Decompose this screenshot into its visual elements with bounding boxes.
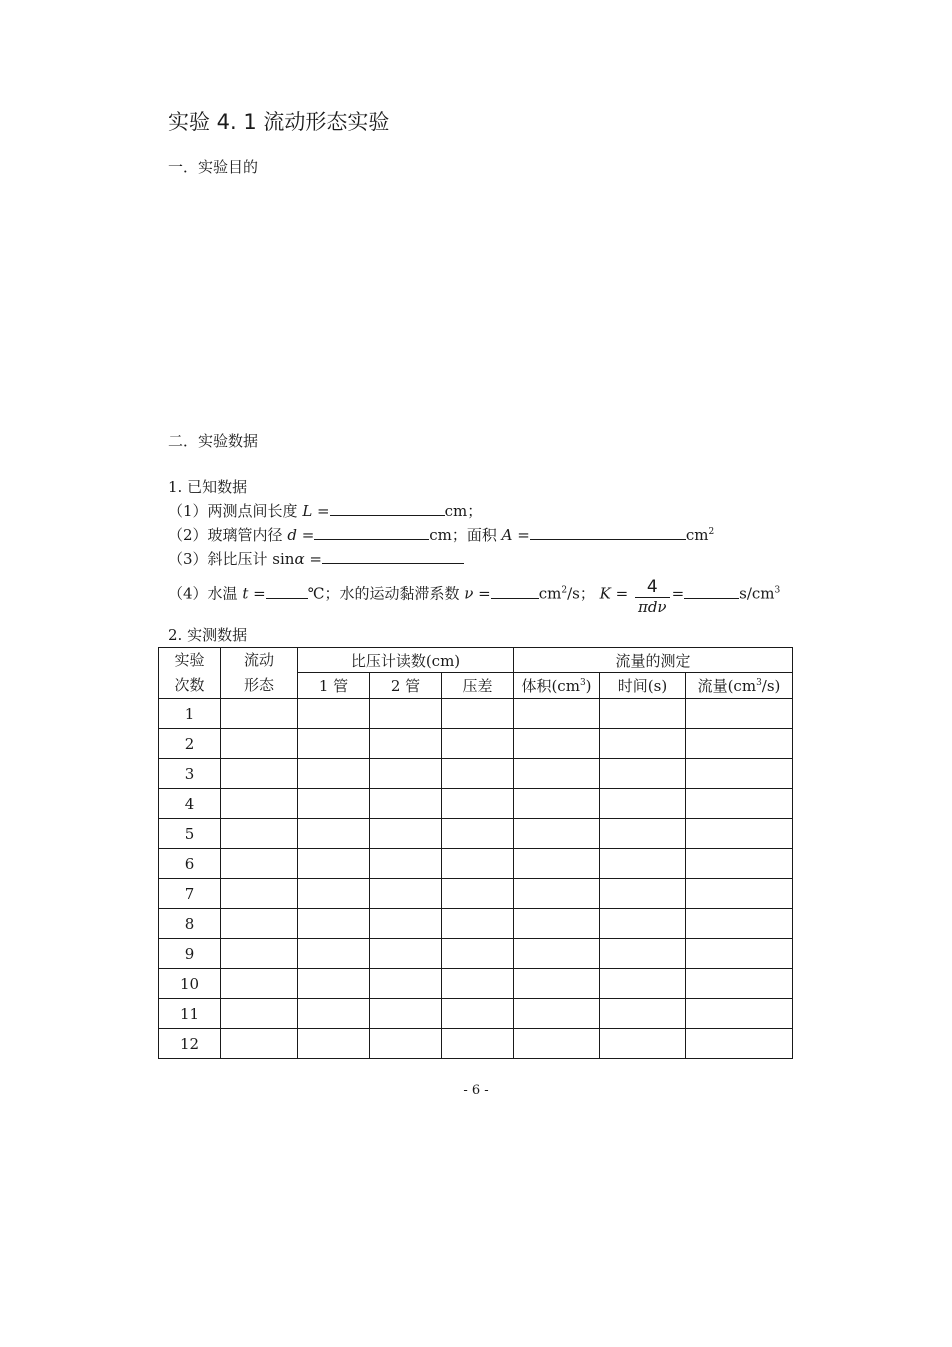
data-cell[interactable] bbox=[514, 939, 600, 969]
data-cell[interactable] bbox=[221, 879, 298, 909]
header-run-number: 实验 次数 bbox=[159, 648, 221, 699]
data-cell[interactable] bbox=[221, 939, 298, 969]
data-cell[interactable] bbox=[686, 879, 793, 909]
data-cell[interactable] bbox=[600, 759, 686, 789]
row-number: 5 bbox=[159, 819, 221, 849]
header-gauge-readings: 比压计读数(cm) bbox=[298, 648, 514, 673]
data-cell[interactable] bbox=[221, 729, 298, 759]
data-cell[interactable] bbox=[298, 729, 370, 759]
data-cell[interactable] bbox=[442, 789, 514, 819]
data-cell[interactable] bbox=[686, 729, 793, 759]
data-cell[interactable] bbox=[298, 969, 370, 999]
data-cell[interactable] bbox=[370, 909, 442, 939]
table-row bbox=[159, 789, 793, 819]
data-cell[interactable] bbox=[221, 999, 298, 1029]
known-line-diameter: （2）玻璃管内径 d = cm；面积 $A = cm^2$ bbox=[168, 526, 715, 544]
table-row bbox=[159, 969, 793, 999]
data-cell[interactable] bbox=[221, 849, 298, 879]
row-number: 4 bbox=[159, 789, 221, 819]
data-cell[interactable] bbox=[442, 759, 514, 789]
header-pressure-diff: 压差 bbox=[442, 673, 514, 699]
row-number: 10 bbox=[159, 969, 221, 999]
data-cell[interactable] bbox=[298, 789, 370, 819]
data-cell[interactable] bbox=[600, 699, 686, 729]
table-row bbox=[159, 1029, 793, 1059]
data-cell[interactable] bbox=[442, 699, 514, 729]
page-number: - 6 - bbox=[463, 1083, 489, 1098]
data-cell[interactable] bbox=[686, 999, 793, 1029]
data-cell[interactable] bbox=[442, 939, 514, 969]
table-row bbox=[159, 819, 793, 849]
data-cell[interactable] bbox=[370, 999, 442, 1029]
data-cell[interactable] bbox=[221, 969, 298, 999]
area-blank[interactable] bbox=[530, 525, 686, 540]
data-cell[interactable] bbox=[221, 759, 298, 789]
data-cell[interactable] bbox=[600, 879, 686, 909]
measurement-table bbox=[158, 647, 793, 1059]
table-row bbox=[159, 999, 793, 1029]
diameter-blank[interactable] bbox=[314, 525, 429, 540]
data-cell[interactable] bbox=[514, 1029, 600, 1059]
data-cell[interactable] bbox=[600, 819, 686, 849]
known-line-water: （4）水温 t = ℃；水的运动黏滞系数 $\nu = cm^2/s$； K = $\frac{4}{\text{πdν}}$ = $s/cm^3$ bbox=[168, 577, 781, 616]
data-cell[interactable] bbox=[442, 849, 514, 879]
row-number: 7 bbox=[159, 879, 221, 909]
data-cell[interactable] bbox=[600, 999, 686, 1029]
data-cell[interactable] bbox=[442, 909, 514, 939]
page-title: 实验 4. 1 流动形态实验 bbox=[168, 110, 390, 134]
data-cell[interactable] bbox=[686, 909, 793, 939]
known-line-length: （1）两测点间长度 L = cm； bbox=[168, 502, 483, 520]
row-number: 9 bbox=[159, 939, 221, 969]
known-data-heading: 1. 已知数据 bbox=[168, 478, 248, 496]
data-cell[interactable] bbox=[298, 849, 370, 879]
known-line-sin: （3）斜比压计 sinα = bbox=[168, 548, 464, 569]
header-volume: 体积$(cm^3)$ bbox=[514, 673, 600, 699]
data-cell[interactable] bbox=[370, 879, 442, 909]
data-cell[interactable] bbox=[370, 699, 442, 729]
data-cell[interactable] bbox=[514, 729, 600, 759]
data-cell[interactable] bbox=[442, 969, 514, 999]
data-cell[interactable] bbox=[221, 909, 298, 939]
data-cell[interactable] bbox=[514, 909, 600, 939]
table-row bbox=[159, 759, 793, 789]
data-cell[interactable] bbox=[514, 819, 600, 849]
data-cell[interactable] bbox=[298, 909, 370, 939]
data-cell[interactable] bbox=[370, 789, 442, 819]
data-cell[interactable] bbox=[370, 939, 442, 969]
data-cell[interactable] bbox=[514, 759, 600, 789]
data-cell[interactable] bbox=[298, 999, 370, 1029]
data-cell[interactable] bbox=[686, 819, 793, 849]
data-cell[interactable] bbox=[298, 759, 370, 789]
data-cell[interactable] bbox=[370, 969, 442, 999]
temperature-blank[interactable] bbox=[266, 584, 308, 599]
data-cell[interactable] bbox=[686, 849, 793, 879]
length-blank[interactable] bbox=[330, 501, 445, 516]
data-cell[interactable] bbox=[686, 789, 793, 819]
section-heading-purpose: 一．实验目的 bbox=[168, 158, 259, 176]
data-cell[interactable] bbox=[298, 819, 370, 849]
row-number: 8 bbox=[159, 909, 221, 939]
data-cell[interactable] bbox=[514, 999, 600, 1029]
row-number: 3 bbox=[159, 759, 221, 789]
header-tube-1: 1 管 bbox=[298, 673, 370, 699]
viscosity-blank[interactable] bbox=[491, 584, 539, 599]
data-cell[interactable] bbox=[298, 1029, 370, 1059]
data-cell[interactable] bbox=[514, 699, 600, 729]
data-cell[interactable] bbox=[442, 1029, 514, 1059]
data-cell[interactable] bbox=[686, 939, 793, 969]
data-cell[interactable] bbox=[221, 819, 298, 849]
k-fraction: $\frac{4}{\text{πdν}}$ bbox=[635, 577, 670, 616]
header-time: 时间(s) bbox=[600, 673, 686, 699]
table-row bbox=[159, 729, 793, 759]
table-row bbox=[159, 849, 793, 879]
data-cell[interactable] bbox=[686, 759, 793, 789]
data-cell[interactable] bbox=[298, 879, 370, 909]
data-cell[interactable] bbox=[370, 849, 442, 879]
data-cell[interactable] bbox=[514, 789, 600, 819]
header-flow-measurement: 流量的测定 bbox=[514, 648, 793, 673]
data-cell[interactable] bbox=[442, 879, 514, 909]
data-cell[interactable] bbox=[442, 999, 514, 1029]
data-cell[interactable] bbox=[442, 819, 514, 849]
row-number: 2 bbox=[159, 729, 221, 759]
data-cell[interactable] bbox=[442, 729, 514, 759]
data-cell[interactable] bbox=[686, 969, 793, 999]
data-cell[interactable] bbox=[686, 1029, 793, 1059]
data-cell[interactable] bbox=[600, 939, 686, 969]
data-cell[interactable] bbox=[221, 699, 298, 729]
data-cell[interactable] bbox=[221, 1029, 298, 1059]
data-cell[interactable] bbox=[370, 819, 442, 849]
header-flow-rate: 流量$(cm^3/s)$ bbox=[686, 673, 793, 699]
measured-data-heading: 2. 实测数据 bbox=[168, 626, 248, 644]
row-number: 6 bbox=[159, 849, 221, 879]
table-row bbox=[159, 879, 793, 909]
table-row bbox=[159, 699, 793, 729]
section-heading-data: 二．实验数据 bbox=[168, 432, 259, 450]
data-cell[interactable] bbox=[686, 699, 793, 729]
data-cell[interactable] bbox=[298, 939, 370, 969]
header-tube-2: 2 管 bbox=[370, 673, 442, 699]
data-cell[interactable] bbox=[514, 969, 600, 999]
header-flow-state: 流动 形态 bbox=[221, 648, 298, 699]
data-cell[interactable] bbox=[370, 759, 442, 789]
data-cell[interactable] bbox=[600, 1029, 686, 1059]
data-cell[interactable] bbox=[600, 849, 686, 879]
row-number: 11 bbox=[159, 999, 221, 1029]
data-cell[interactable] bbox=[221, 789, 298, 819]
data-cell[interactable] bbox=[600, 789, 686, 819]
k-blank[interactable] bbox=[684, 584, 739, 599]
table-row bbox=[159, 939, 793, 969]
row-number: 1 bbox=[159, 699, 221, 729]
data-cell[interactable] bbox=[600, 969, 686, 999]
data-cell[interactable] bbox=[514, 879, 600, 909]
data-cell[interactable] bbox=[298, 699, 370, 729]
data-cell[interactable] bbox=[370, 729, 442, 759]
data-cell[interactable] bbox=[600, 729, 686, 759]
data-cell[interactable] bbox=[514, 849, 600, 879]
table-row bbox=[159, 909, 793, 939]
data-cell[interactable] bbox=[600, 909, 686, 939]
sin-blank[interactable] bbox=[322, 549, 464, 564]
data-cell[interactable] bbox=[370, 1029, 442, 1059]
row-number: 12 bbox=[159, 1029, 221, 1059]
